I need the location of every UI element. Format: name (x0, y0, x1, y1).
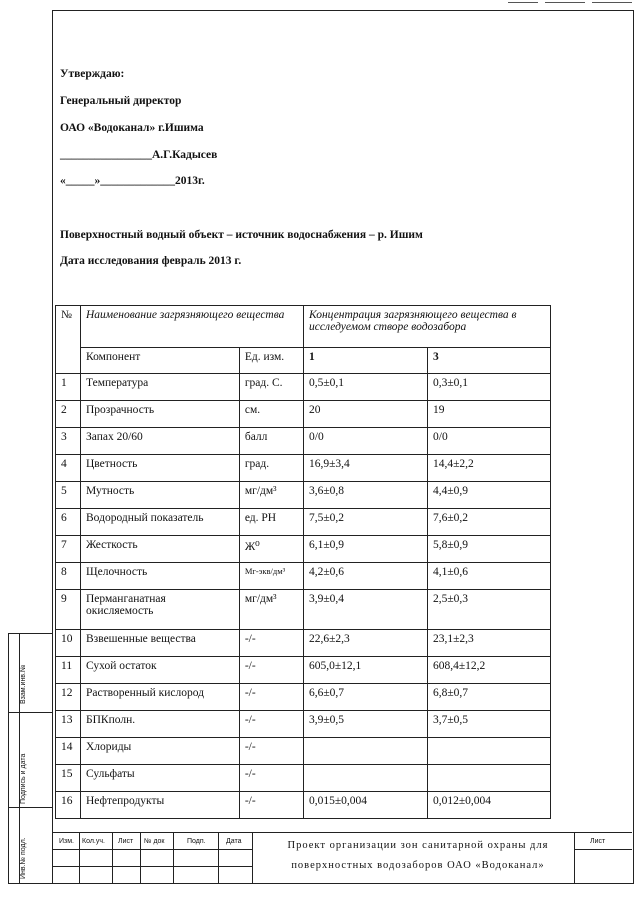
value-site-3: 0,3±0,1 (428, 374, 551, 401)
component-name: Нефтепродукты (81, 792, 240, 819)
component-name: Сухой остаток (81, 657, 240, 684)
tb-ndoc: № док (144, 838, 165, 845)
approve-label: Утверждаю: (60, 68, 125, 80)
stamp-replacement-inv: Взам.инв.№ (20, 664, 27, 704)
row-number: 8 (56, 563, 81, 590)
header-site-1: 1 (304, 348, 428, 374)
value-site-1 (304, 738, 428, 765)
approval-date: «_____»_____________2013г. (60, 175, 205, 187)
table-row (56, 401, 551, 428)
project-title: Проект организации зон санитарной охраны для поверхностных водозаборов ОАО «Водоканал» (287, 840, 549, 871)
value-site-1: 16,9±3,4 (304, 455, 428, 482)
unit: град. С. (239, 374, 303, 401)
value-site-1: 3,6±0,8 (304, 482, 428, 509)
row-number: 3 (56, 428, 81, 455)
header-unit: Ед. изм. (239, 348, 303, 374)
tb-izm: Изм. (59, 838, 74, 845)
row-number: 7 (56, 536, 81, 563)
value-site-1: 6,1±0,9 (304, 536, 428, 563)
component-name: Жесткость (81, 536, 240, 563)
stamp-original-inv: Инв.№ подл. (20, 837, 27, 879)
unit: -/- (239, 684, 303, 711)
value-site-1: 3,9±0,4 (304, 590, 428, 630)
unit: -/- (239, 630, 303, 657)
approver-organization: ОАО «Водоканал» г.Ишима (60, 122, 204, 134)
row-number: 2 (56, 401, 81, 428)
value-site-3: 19 (428, 401, 551, 428)
row-number: 15 (56, 765, 81, 792)
value-site-3: 608,4±12,2 (428, 657, 551, 684)
tb-podp: Подп. (187, 838, 206, 845)
component-name: Растворенный кислород (81, 684, 240, 711)
value-site-1: 3,9±0,5 (304, 711, 428, 738)
row-number: 13 (56, 711, 81, 738)
unit: -/- (239, 792, 303, 819)
table-row (56, 792, 551, 819)
value-site-1: 0,015±0,004 (304, 792, 428, 819)
table-row (56, 684, 551, 711)
table-row (56, 711, 551, 738)
component-name: Взвешенные вещества (81, 630, 240, 657)
unit: -/- (239, 738, 303, 765)
header-no: № (56, 306, 81, 374)
unit: -/- (239, 711, 303, 738)
component-name: Мутность (81, 482, 240, 509)
row-number: 5 (56, 482, 81, 509)
tb-list-right: Лист (590, 838, 606, 845)
value-site-3: 4,4±0,9 (428, 482, 551, 509)
value-site-3: 23,1±2,3 (428, 630, 551, 657)
row-number: 1 (56, 374, 81, 401)
component-name: БПКполн. (81, 711, 240, 738)
value-site-1: 20 (304, 401, 428, 428)
component-name: Запах 20/60 (81, 428, 240, 455)
row-number: 10 (56, 630, 81, 657)
table-row (56, 455, 551, 482)
table-row (56, 590, 551, 630)
value-site-1: 0,5±0,1 (304, 374, 428, 401)
row-number: 6 (56, 509, 81, 536)
unit: балл (239, 428, 303, 455)
value-site-3: 7,6±0,2 (428, 509, 551, 536)
table-row (56, 428, 551, 455)
table-row (56, 738, 551, 765)
value-site-3: 5,8±0,9 (428, 536, 551, 563)
header-site-3: 3 (428, 348, 551, 374)
value-site-3: 14,4±2,2 (428, 455, 551, 482)
side-stamp (8, 633, 53, 884)
approver-signature: ________________А.Г.Кадысев (60, 149, 218, 161)
pollutant-table (55, 305, 551, 819)
table-row (56, 482, 551, 509)
water-object-line: Поверхностный водный объект – источник водоснабжения – р. Ишим (60, 229, 423, 241)
unit: Ж⁰ (239, 536, 303, 563)
approver-position: Генеральный директор (60, 95, 182, 107)
value-site-1 (304, 765, 428, 792)
row-number: 4 (56, 455, 81, 482)
header-concentration: Концентрация загрязняющего вещества в исследуемом створе водозабора (304, 306, 551, 348)
unit: ед. РН (239, 509, 303, 536)
unit: Мг-экв/дм³ (239, 563, 303, 590)
row-number: 9 (56, 590, 81, 630)
unit: -/- (239, 765, 303, 792)
row-number: 14 (56, 738, 81, 765)
component-name: Хлориды (81, 738, 240, 765)
value-site-3: 0/0 (428, 428, 551, 455)
value-site-3 (428, 765, 551, 792)
study-date: Дата исследования февраль 2013 г. (60, 255, 242, 267)
value-site-3: 3,7±0,5 (428, 711, 551, 738)
table-row (56, 657, 551, 684)
tb-data: Дата (226, 838, 242, 845)
tb-list: Лист (118, 838, 134, 845)
table-row (56, 374, 551, 401)
row-number: 12 (56, 684, 81, 711)
value-site-3: 0,012±0,004 (428, 792, 551, 819)
value-site-1: 4,2±0,6 (304, 563, 428, 590)
component-name: Перманганатная окисляемость (81, 590, 240, 630)
table-row (56, 563, 551, 590)
unit: мг/дм³ (239, 590, 303, 630)
table-row (56, 536, 551, 563)
value-site-1: 0/0 (304, 428, 428, 455)
row-number: 16 (56, 792, 81, 819)
value-site-3: 4,1±0,6 (428, 563, 551, 590)
value-site-3 (428, 738, 551, 765)
component-name: Цветность (81, 455, 240, 482)
component-name: Сульфаты (81, 765, 240, 792)
table-row (56, 765, 551, 792)
component-name: Прозрачность (81, 401, 240, 428)
stamp-signature-date: Подпись и дата (20, 753, 27, 804)
value-site-3: 6,8±0,7 (428, 684, 551, 711)
tb-kol: Кол.уч. (82, 838, 105, 845)
header-component: Компонент (81, 348, 240, 374)
value-site-1: 6,6±0,7 (304, 684, 428, 711)
component-name: Водородный показатель (81, 509, 240, 536)
row-number: 11 (56, 657, 81, 684)
value-site-1: 605,0±12,1 (304, 657, 428, 684)
unit: -/- (239, 657, 303, 684)
value-site-3: 2,5±0,3 (428, 590, 551, 630)
unit: мг/дм³ (239, 482, 303, 509)
table-row (56, 630, 551, 657)
value-site-1: 7,5±0,2 (304, 509, 428, 536)
header-name: Наименование загрязняющего вещества (81, 306, 304, 348)
value-site-1: 22,6±2,3 (304, 630, 428, 657)
unit: град. (239, 455, 303, 482)
table-row (56, 509, 551, 536)
unit: см. (239, 401, 303, 428)
component-name: Щелочность (81, 563, 240, 590)
component-name: Температура (81, 374, 240, 401)
